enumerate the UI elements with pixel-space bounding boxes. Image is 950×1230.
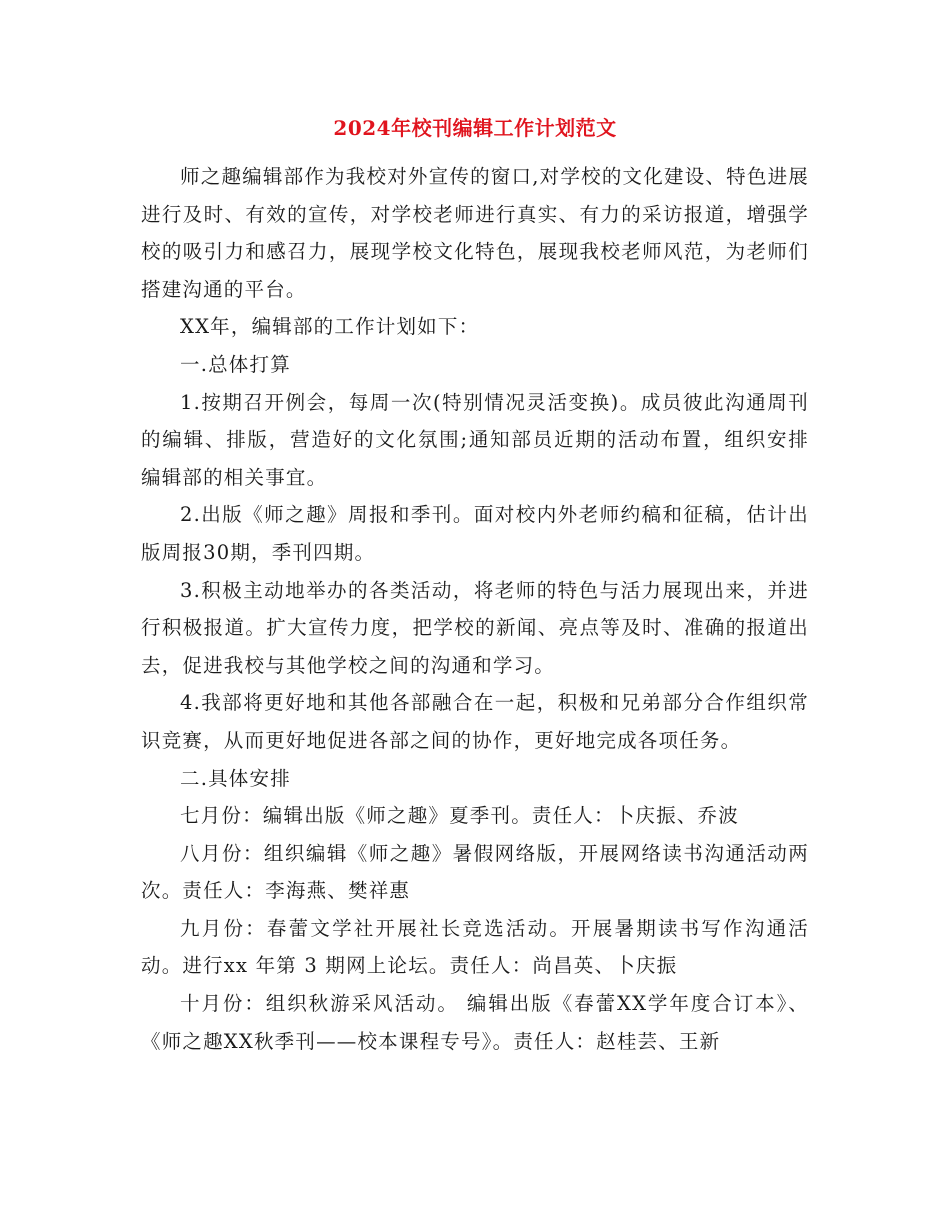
schedule-september: 九月份：春蕾文学社开展社长竞选活动。开展暑期读书写作沟通活动。进行xx 年第 3 期网上论坛。责任人：尚昌英、卜庆振 [141,916,809,978]
plan-item-3: 3.积极主动地举办的各类活动，将老师的特色与活力展现出来，并进行积极报道。扩大宣传力度，把学校的新闻、亮点等及时、准确的报道出去，促进我校与其他学校之间的沟通和学习。 [141,578,809,677]
intro-paragraph: 师之趣编辑部作为我校对外宣传的窗口,对学校的文化建设、特色进展进行及时、有效的宣传，对学校老师进行真实、有力的采访报道，增强学校的吸引力和感召力，展现学校文化特色，展现我校老师风范，为老师们搭建沟通的平台。 [141,165,809,301]
schedule-july: 七月份：编辑出版《师之趣》夏季刊。责任人：卜庆振、乔波 [180,804,739,828]
plan-intro: XX年，编辑部的工作计划如下： [180,315,480,339]
section-heading-overall: 一.总体打算 [180,352,291,376]
document-title: 2024年校刊编辑工作计划范文 [333,116,617,140]
plan-item-1: 1.按期召开例会，每周一次(特别情况灵活变换)。成员彼此沟通周刊的编辑、排版，营造好的文化氛围;通知部员近期的活动布置，组织安排编辑部的相关事宜。 [141,390,809,489]
document-body [141,158,809,1060]
schedule-october: 十月份：组织秋游采风活动。 编辑出版《春蕾XX学年度合订本》、《师之趣XX秋季刊——校本课程专号》。责任人：赵桂芸、王新 [141,992,809,1053]
section-heading-schedule: 二.具体安排 [180,766,291,790]
schedule-august: 八月份：组织编辑《师之趣》暑假网络版，开展网络读书沟通活动两次。责任人：李海燕、樊祥惠 [141,841,809,903]
plan-item-4: 4.我部将更好地和其他各部融合在一起，积极和兄弟部分合作组织常识竞赛，从而更好地促进各部之间的协作，更好地完成各项任务。 [141,691,809,752]
plan-item-2: 2.出版《师之趣》周报和季刊。面对校内外老师约稿和征稿，估计出版周报30期，季刊四期。 [141,503,809,564]
